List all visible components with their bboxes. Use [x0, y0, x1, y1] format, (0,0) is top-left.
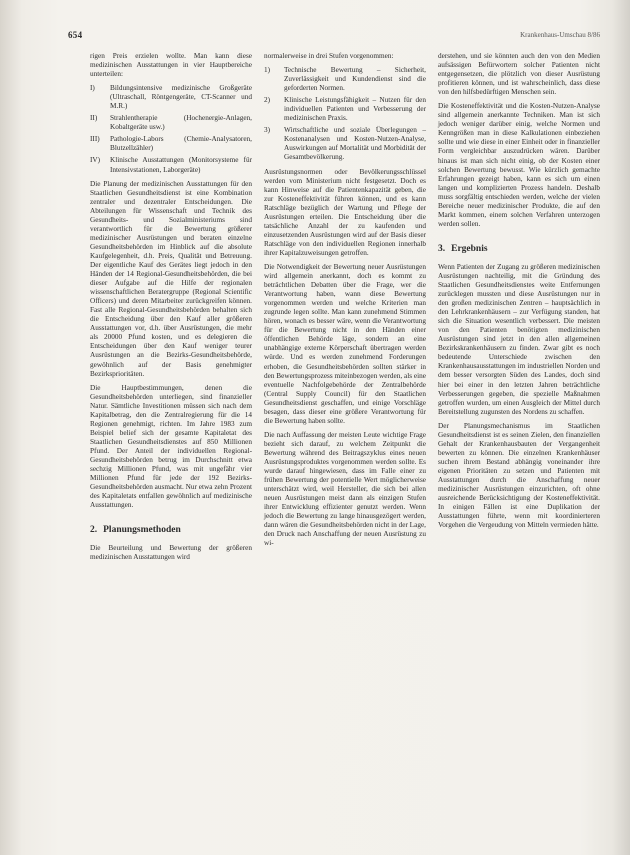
evaluation-stage-list	[264, 66, 426, 162]
paragraph: rigen Preis erzielen wollte. Man kann diese medizinischen Ausstattungen in vier Hauptbereiche unterteilen:	[90, 52, 252, 79]
list-marker: IV)	[90, 156, 101, 165]
section-number: 2.	[90, 525, 98, 536]
text-column-3	[438, 52, 600, 535]
list-marker: III)	[90, 135, 100, 144]
paragraph: Die Notwendigkeit der Bewertung neuer Ausrüstungen wird allgemein anerkannt, doch es kommt zu beträchtlichen Debatten über die Frage, wer die Verantwortung haben, wann diese Bewertung vorgenommen werden und welche Kriterien man zugrunde legen sollte. Man kann zunehmend Stimmen hören, wonach es besser wäre, wenn die Verantwortung für die Bewertung nicht in den Händen einer öffentlichen Behörde läge, sondern an eine unabhängige externe Körperschaft übertragen werden würde. Und es werden zunehmend Forderungen erhoben, die Gesundheitsbehörden sollten stärker in den Bewertungsprozess miteinbezogen werden, als eine eventuelle Nachfolgebehörde der Zentralbehörde (Central Supply Council) für den Staatlichen Gesundheitsdienst geschaffen, und einige Vorschläge besagen, dass dieser eine größere Verantwortung für die Bewertung haben sollte.	[264, 262, 426, 425]
list-item	[90, 114, 252, 132]
paragraph: Die Planung der medizinischen Ausstattungen für den Staatlichen Gesundheitsdienst ist eine Kombination zentraler und dezentraler Entscheidungen. Die Abteilungen für Wissenschaft und Technik des Gesundheits- und Sozialministeriums sind verantwortlich für die Bewertung größerer medizinischer Ausrüstungen und beraten einzelne Gesundheitsbehörden im Hinblick auf die absolute Kaufgelegenheit, d.h. Preis, Qualität und Betreuung. Der eigentliche Kauf des Gerätes liegt jedoch in den Händen der 14 Regional-Gesundheitsbehörden, die bei dieser Aufgabe auf die Hilfe der regionalen wissenschaftlichen Beratergruppe (Regional Scientific Officers) und deren Mitarbeiter zurückgreifen können. Fast alle Regional-Gesundheitsbehörden behalten sich die Entscheidung über den Kauf aller größeren Ausstattungen vor, d.h. über Ausrüstungen, die mehr als 20000 Pfund kosten, und es delegieren die Entscheidungen über den Kauf weniger teurer Ausrüstungen an die Bezirks-Gesundheitsbehörde, gewöhnlich auf der Basis genehmigter Bezirksprioritäten.	[90, 179, 252, 378]
list-marker: 3)	[264, 126, 271, 135]
list-item-text: Strahlentherapie (Hochenergie-Anlagen, Kobaltgeräte usw.)	[110, 114, 252, 132]
section-title: Ergebnis	[451, 243, 488, 254]
section-heading-result	[438, 243, 600, 255]
list-item-text: Pathologie-Labors (Chemie-Analysatoren, Blutzellzähler)	[110, 135, 252, 153]
list-item-text: Wirtschaftliche und soziale Überlegungen – Kostenanalysen und Kosten-Nutzen-Analyse, Auswirkungen auf Mortalität und Morbidität der Gesamtbevölkerung.	[284, 126, 426, 162]
list-marker: I)	[90, 84, 95, 93]
list-item-text: Klinische Leistungsfähigkeit – Nutzen für den individuellen Patienten und Verbesserung der medizinischen Praxis.	[284, 96, 426, 123]
section-title: Planungsmethoden	[103, 525, 181, 536]
paragraph: Die nach Auffassung der meisten Leute wichtige Frage bezieht sich darauf, zu welchem Zeitpunkt die Bewertung während des Beitragszyklus eines neuen Ausrüstungsproduktes vorgenommen werden sollte. Es wurde darauf hingewiesen, dass im Falle einer zu frühen Bewertung der potentielle Wert möglicherweise unterschätzt wird, weil Hersteller, die sich bei allen neuen Ausrüstungen meist dann als einzigen Stufen ihrer Entwicklung effizienter genutzt werden. Wenn jedoch die Bewertung zu lange hinausgezögert werden, dann wären die Gesundheitsbehörden nicht in der Lage, den Druck nach Anschaffung der neuen Ausrüstung zu wi-	[264, 430, 426, 548]
page-edge-shadow	[612, 0, 630, 855]
list-item	[264, 126, 426, 162]
list-item	[90, 84, 252, 111]
paragraph: Die Beurteilung und Bewertung der größeren medizinischen Ausstattungen wird	[90, 544, 252, 562]
paragraph: derstehen, und sie könnten auch den von den Medien aufsässigen Befürwortern solcher Patienten nicht entgegensetzen, die plötzlich von dieser Ausrüstung profitieren können, und ist wahrscheinlich, dass diese von den hilfsbedürftigen Menschen sein.	[438, 52, 600, 97]
paragraph: Die Kosteneffektivität und die Kosten-Nutzen-Analyse sind allgemein anerkannte Techniken. Man ist sich jedoch weniger darüber einig, welche Normen und Kenngrößen man in diese Kalkulationen einbeziehen sollte und wie diese in einer Einheit oder in finanzieller Form vergleichbar auszudrücken wären. Darüber hinaus ist man sich nicht einig, ob der Kosten einer solchen Bewertung bewusst. Wie kürzlich gemachte Erfahrungen gezeigt haben, kann es sich um einen langen und komplizierten Prozess handeln. Deshalb muss sorgfältig entschieden werden, welche der vielen Bereiche neuer medizinischer Produkte, die auf den Markt kommen, einem solchen Verfahren unterzogen werden sollen.	[438, 102, 600, 228]
section-heading-planning-methods	[90, 524, 252, 536]
page-number: 654	[68, 30, 83, 40]
list-item-text: Klinische Ausstattungen (Monitorsysteme für Intensivstationen, Laborgeräte)	[110, 156, 252, 174]
paragraph: normalerweise in drei Stufen vorgenommen:	[264, 52, 394, 60]
list-item	[264, 66, 426, 93]
list-item-text: Bildungsintensive medizinische Großgeräte (Ultraschall, Röntgengeräte, CT-Scanner und M.R.)	[110, 84, 252, 111]
equipment-category-list	[90, 84, 252, 174]
text-column-1	[90, 52, 252, 567]
list-marker: 2)	[264, 96, 271, 105]
paragraph: Ausrüstungsnormen oder Bevölkerungsschlüssel werden vom Ministerium nicht festgesetzt. Doch es kann Hinweise auf die Patientenkapazität geben, die zur Kosteneffektivität führen können, und es kann Ratschläge bezüglich der Wartung und Pflege der Ausrüstungen erteilen. Die Entscheidung über die tatsächliche Anzahl der zu kaufenden und einzusetzenden Ausrüstungen wird auf der Basis dieser Ratschläge von den individuellen Regionen innerhalb ihrer Kapitalzuweisungen getroffen.	[264, 167, 426, 257]
paragraph: Die Hauptbestimmungen, denen die Gesundheitsbehörden unterliegen, sind finanzieller Natur. Sämtliche Investitionen müssen sich nach dem Kapitalbetrag, den die Zentralregierung für die 14 Regionen genehmigt, richten. Im Jahre 1983 zum Beispiel belief sich der gesamte Kapitaletat des Staatlichen Gesundheitsdienstes auf 850 Millionen Pfund. Der Anteil der individuellen Regional-Gesundheitsbehörden betrug im Durchschnitt etwa sechzig Millionen Pfund, was mit ungefähr vier Millionen Pfund für jede der 192 Bezirks-Gesundheitsbehörden ausmacht. Nur etwa zehn Prozent des Kapitaletats entfallen gewöhnlich auf medizinische Ausstattungen.	[90, 383, 252, 510]
list-item	[90, 156, 252, 174]
list-marker: 1)	[264, 66, 271, 75]
paragraph: Wenn Patienten der Zugang zu größeren medizinischen Ausrüstungen nachteilig, mit die Gründung des Staatlichen Gesundheitsdienstes weite Entfernungen zurücklegen mussten und diese Ausrüstungen nur in den großen medizinischen Zentren – hauptsächlich in den Lehrkrankenhäusern – zur Verfügung standen, hat sich die Situation wesentlich verbessert. Die meisten von den Patienten benötigten medizinischen Ausrüstungen sind jetzt in den allen allgemeinen Bezirkskrankenhäusern zu finden. Zwar gibt es noch bedeutende Unterschiede zwischen den Krankenhausausstattungen im industriellen Norden und dem besser versorgten Süden des Landes, doch sind hier bei einer in den letzten Jahren beträchtliche Verbesserungen gegeben, die spezielle Maßnahmen getroffen wurden, um einen Ausgleich der Mittel durch Bereitstellung zugunsten des Nordens zu schaffen.	[438, 262, 600, 416]
paragraph: Der Planungsmechanismus im Staatlichen Gesundheitsdienst ist es seinen Zielen, den finanziellen Gehalt der Krankenhausbauten der Vergangenheit bewerten zu können. Die einzelnen Krankenhäuser suchen ihrem Bestand abhängig voneinander ihre eigenen Prioritäten zu setzen und Patienten mit Ausstattungen durch die Anschaffung neuer medizinischer Ausrüstungen einzurichten, oft ohne ausreichende Berücksichtigung der Kosteneffektivität. In einigen Fällen ist eine Duplikation der Ausstattungen führte, wenn mit koordinierteren Vorgehen die Vergeudung von Mitteln vermieden hätte.	[438, 421, 600, 530]
list-item	[264, 96, 426, 123]
list-item-text: Technische Bewertung – Sicherheit, Zuverlässigkeit und Kundendienst sind die geforderten Normen.	[284, 66, 426, 93]
text-column-2	[264, 52, 426, 553]
running-head: Krankenhaus-Umschau 8/86	[520, 31, 600, 39]
section-number: 3.	[438, 243, 446, 254]
list-marker: II)	[90, 114, 98, 123]
list-item	[90, 135, 252, 153]
